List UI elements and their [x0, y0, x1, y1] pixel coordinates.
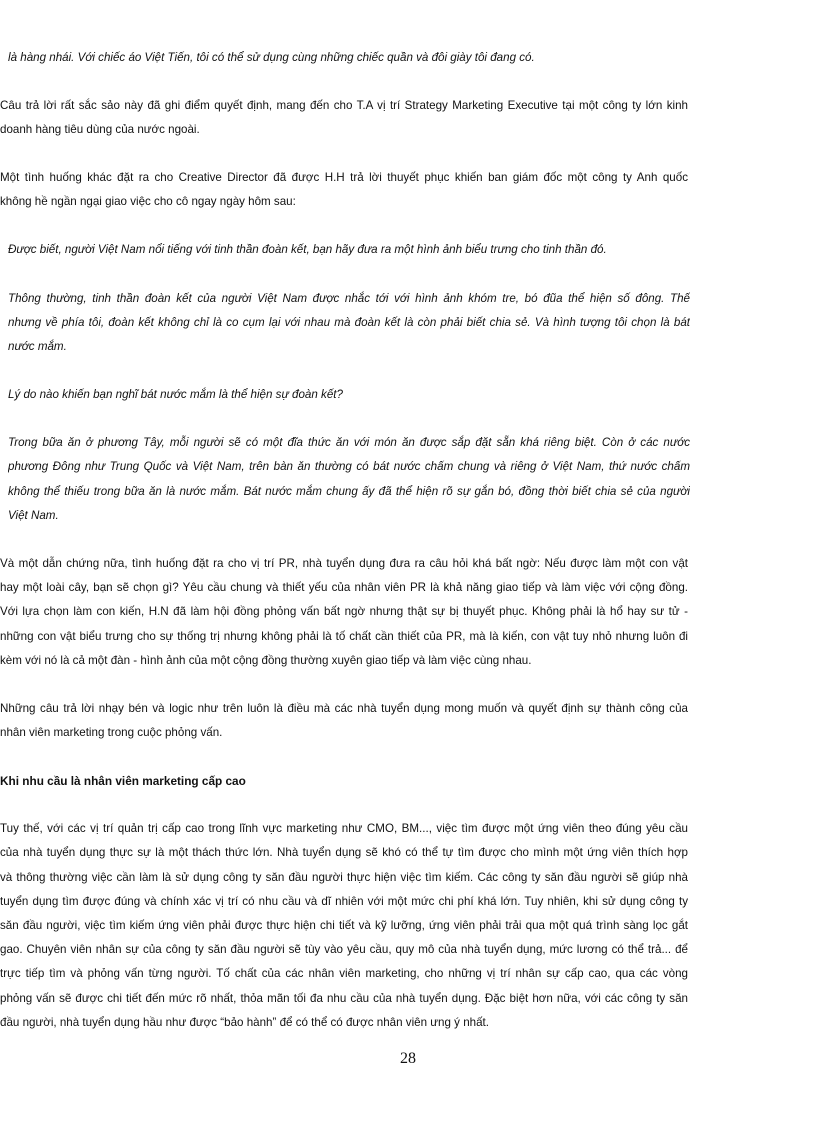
paragraph-line: những con vật biểu trưng cho sự thống trị nhưng không phải là tố chất cần thiết của PR, mà là kiến, con vật tuy nhỏ nhưng luôn đi — [0, 630, 688, 643]
paragraph-line: nhân viên marketing trong cuộc phỏng vấn. — [0, 726, 223, 739]
paragraph-line: không hề ngần ngại giao việc cho cô ngay ngày hôm sau: — [0, 195, 296, 208]
paragraph-line: đầu người, nhà tuyển dụng hầu như được “bảo hành” để có thể có được nhân viên ưng ý nhất. — [0, 1016, 489, 1029]
page-number: 28 — [400, 1050, 416, 1067]
interview-answer-line: phương Đông như Trung Quốc và Việt Nam, trên bàn ăn thường có bát nước chấm chung và riêng ở Việt Nam, thứ nước chấm — [8, 460, 690, 473]
paragraph-line: săn đầu người, việc tìm kiếm ứng viên phải được thực hiện chi tiết và kỹ lưỡng, ứng viên phải trải qua một quá trình sàng lọc gắt — [0, 919, 688, 932]
paragraph-line: Và một dẫn chứng nữa, tình huống đặt ra cho vị trí PR, nhà tuyển dụng đưa ra câu hỏi khá bất ngờ: Nếu được làm một con vật — [0, 557, 688, 570]
paragraph-line: của nhà tuyển dụng thực sự là một thách thức lớn. Nhà tuyển dụng sẽ khó có thể tự tìm được cho mình một ứng viên thích hợp — [0, 846, 688, 859]
paragraph-line: là hàng nhái. Với chiếc áo Việt Tiến, tôi có thể sử dụng cùng những chiếc quần và đôi giày tôi đang có. — [8, 51, 535, 64]
interview-question: Được biết, người Việt Nam nổi tiếng với tinh thần đoàn kết, bạn hãy đưa ra một hình ảnh biểu trưng cho tinh thần đó. — [8, 243, 607, 256]
paragraph-line: Một tình huống khác đặt ra cho Creative Director đã được H.H trả lời thuyết phục khiến ban giám đốc một công ty Anh quốc — [0, 171, 688, 184]
interview-answer-line: không thể thiếu trong bữa ăn là nước mắm. Bát nước mắm chung ấy đã thể hiện rõ sự gắn bó, đồng thời biết chia sẻ của người — [8, 485, 690, 498]
paragraph-line: kèm với nó là cả một đàn - hình ảnh của một cộng đồng thường xuyên giao tiếp và làm việc cùng nhau. — [0, 654, 532, 667]
paragraph-line: Với lựa chọn làm con kiến, H.N đã làm hội đồng phỏng vấn bất ngờ nhưng thật sự bị thuyết phục. Không phải là hổ hay sư tử - — [0, 605, 688, 618]
paragraph-line: Tuy thế, với các vị trí quản trị cấp cao trong lĩnh vực marketing như CMO, BM..., việc tìm được một ứng viên theo đúng yêu cầu — [0, 822, 688, 835]
paragraph-line: hay một loài cây, bạn sẽ chọn gì? Yêu cầu chung và thiết yếu của nhân viên PR là khả năng giao tiếp và làm việc với cộng đồng. — [0, 581, 688, 594]
paragraph-line: gao. Chuyên viên nhân sự của công ty săn đầu người sẽ tùy vào yêu cầu, quy mô của nhà tuyển dụng, mức lương có thể trả... để — [0, 943, 688, 956]
interview-answer-line: Thông thường, tinh thần đoàn kết của người Việt Nam được nhắc tới với hình ảnh khóm tre, bó đũa thể hiện số đông. Thế — [8, 292, 690, 305]
paragraph-line: Câu trả lời rất sắc sảo này đã ghi điểm quyết định, mang đến cho T.A vị trí Strategy Marketing Executive tại một công ty lớn kinh — [0, 99, 688, 112]
paragraph-line: doanh hàng tiêu dùng của nước ngoài. — [0, 123, 200, 136]
interview-question: Lý do nào khiến bạn nghĩ bát nước mắm là thể hiện sự đoàn kết? — [8, 388, 343, 401]
interview-answer-line: nhưng về phía tôi, đoàn kết không chỉ là co cụm lại với nhau mà đoàn kết là còn phải biết chia sẻ. Và hình tượng tôi chọn là bát — [8, 316, 690, 329]
interview-answer-line: Trong bữa ăn ở phương Tây, mỗi người sẽ có một đĩa thức ăn với món ăn được sắp đặt sẵn khá riêng biệt. Còn ở các nước — [8, 436, 690, 449]
section-heading: Khi nhu cầu là nhân viên marketing cấp cao — [0, 774, 246, 788]
paragraph-line: tuyển dụng tìm được đúng và chính xác vị trí có nhu cầu và dĩ nhiên với một mức chi phí khá lớn. Tuy nhiên, khi sử dụng công ty — [0, 895, 688, 908]
paragraph-line: Những câu trả lời nhạy bén và logic như trên luôn là điều mà các nhà tuyển dụng mong muốn và quyết định sự thành công của — [0, 702, 688, 715]
paragraph-line: phỏng vấn sẽ được chi tiết đến mức rõ nhất, thỏa mãn tối đa nhu cầu của nhà tuyển dụng. Đặc biệt hơn nữa, với các công ty săn — [0, 992, 688, 1005]
paragraph-line: trực tiếp tìm và phỏng vấn từng người. Tố chất của các nhân viên marketing, cho những vị trí nhân sự cấp cao, qua các vòng — [0, 967, 688, 980]
interview-answer-line: nước mắm. — [8, 340, 67, 353]
paragraph-line: và thông thường việc cần làm là sử dụng công ty săn đầu người thực hiện việc tìm kiếm. Các công ty săn đầu người sẽ giúp nhà — [0, 871, 688, 884]
interview-answer-line: Việt Nam. — [8, 509, 59, 522]
